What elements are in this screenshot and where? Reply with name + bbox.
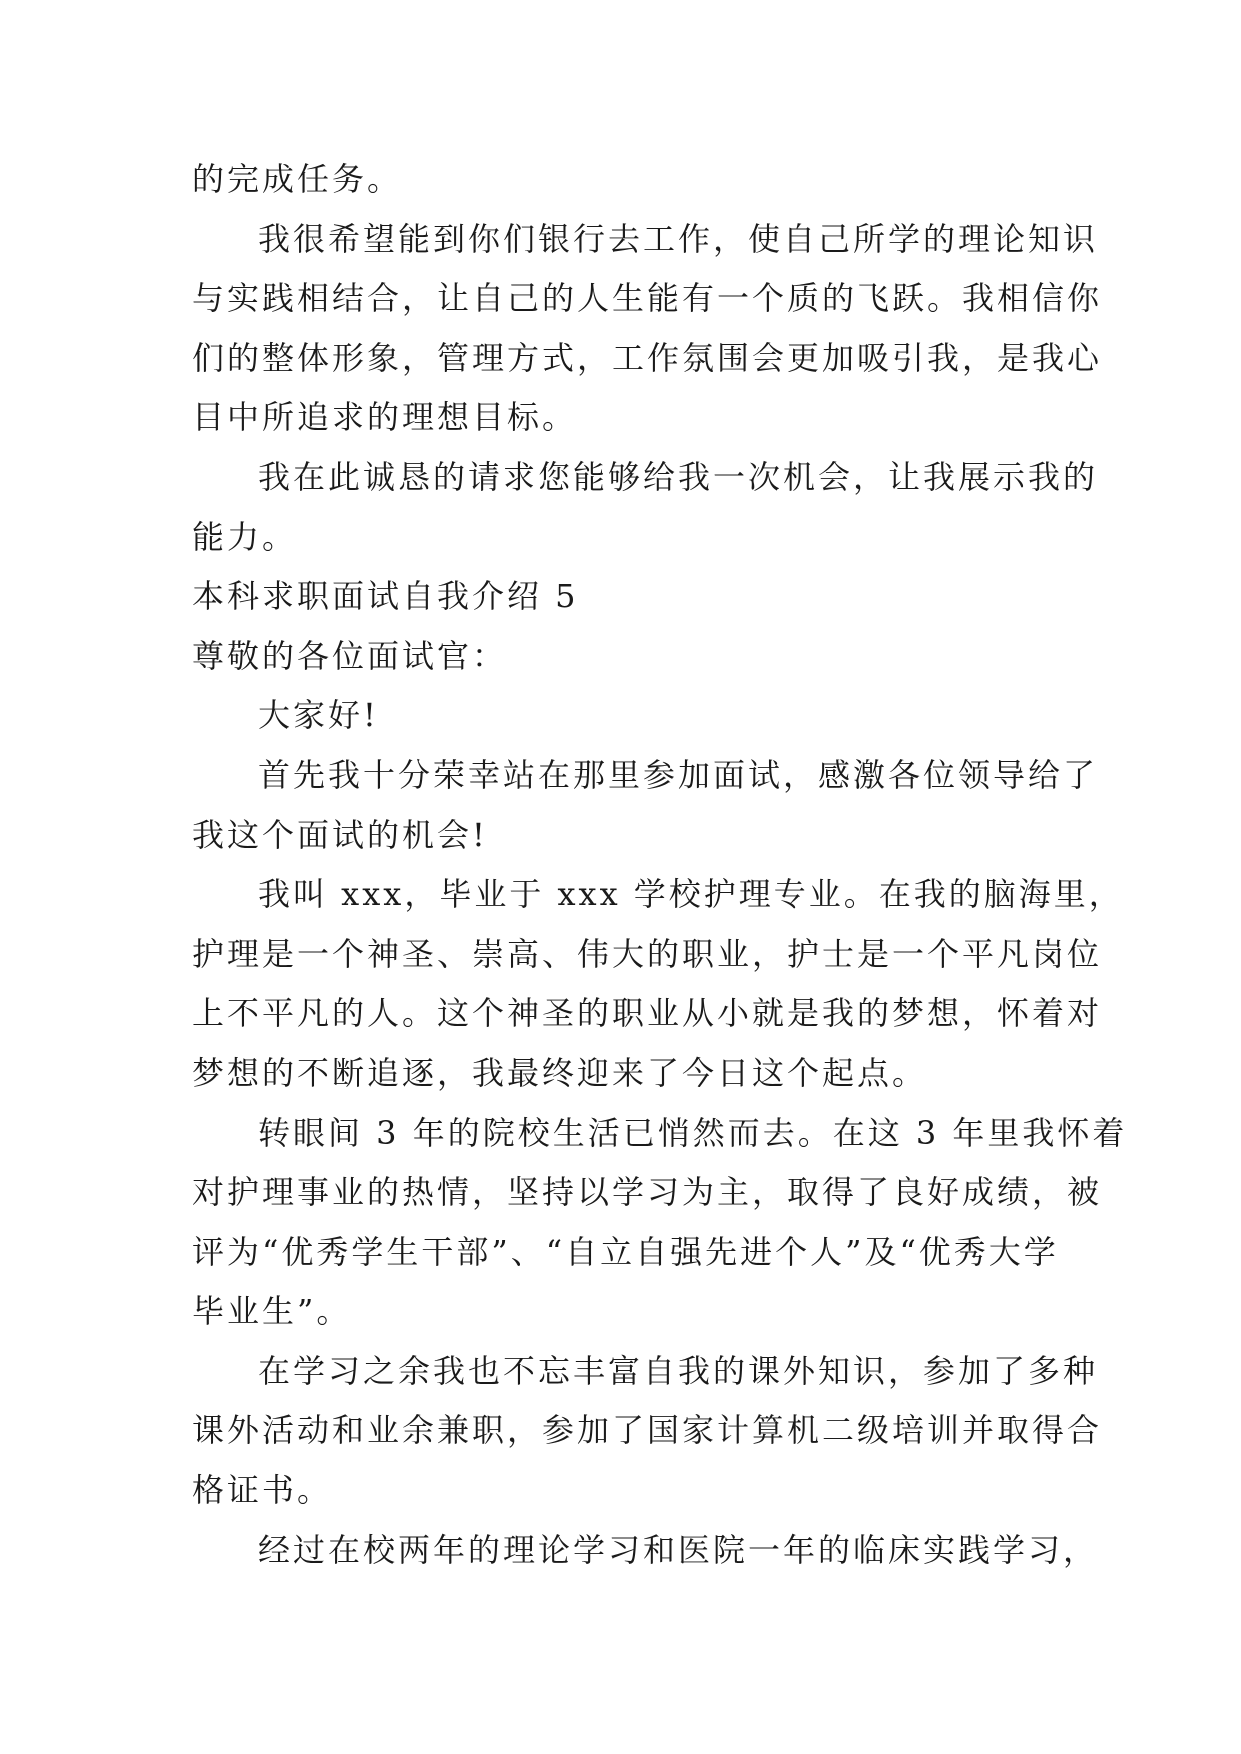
paragraph-line: 毕业生”。 (192, 1292, 352, 1331)
paragraph-line: 上不平凡的人。这个神圣的职业从小就是我的梦想，怀着对 (192, 994, 1103, 1033)
paragraph-line: 能力。 (192, 517, 298, 556)
paragraph-line: 我这个面试的机会! (192, 815, 488, 854)
paragraph-line: 的完成任务。 (192, 160, 403, 198)
paragraph-line: 护理是一个神圣、崇高、伟大的职业，护士是一个平凡岗位 (192, 934, 1103, 973)
paragraph-line: 在学习之余我也不忘丰富自我的课外知识，参加了多种 (258, 1351, 1099, 1390)
greeting: 大家好! (258, 696, 379, 735)
paragraph-line: 格证书。 (192, 1471, 333, 1510)
document-body (192, 150, 1128, 1580)
section-heading: 本科求职面试自我介绍 5 (192, 577, 579, 616)
paragraph-line: 梦想的不断追逐，我最终迎来了今日这个起点。 (192, 1053, 928, 1092)
paragraph-line: 我在此诚恳的请求您能够给我一次机会，让我展示我的 (258, 457, 1099, 496)
paragraph-line: 们的整体形象，管理方式，工作氛围会更加吸引我，是我心 (192, 338, 1103, 377)
paragraph-line: 转眼间 3 年的院校生活已悄然而去。在这 3 年里我怀着 (258, 1113, 1128, 1152)
paragraph-line: 我很希望能到你们银行去工作，使自己所学的理论知识 (258, 219, 1099, 258)
paragraph-line: 课外活动和业余兼职，参加了国家计算机二级培训并取得合 (192, 1411, 1103, 1450)
paragraph-line: 首先我十分荣幸站在那里参加面试，感激各位领导给了 (258, 755, 1099, 794)
paragraph-line: 经过在校两年的理论学习和医院一年的临床实践学习， (258, 1530, 1099, 1569)
salutation: 尊敬的各位面试官： (192, 636, 508, 675)
paragraph-line: 与实践相结合，让自己的人生能有一个质的飞跃。我相信你 (192, 279, 1103, 318)
paragraph-line: 评为“优秀学生干部”、“自立自强先进个人”及“优秀大学 (192, 1232, 1059, 1271)
paragraph-line: 目中所追求的理想目标。 (192, 398, 578, 437)
paragraph-line: 我叫 xxx，毕业于 xxx 学校护理专业。在我的脑海里， (258, 875, 1124, 914)
paragraph-line: 对护理事业的热情，坚持以学习为主，取得了良好成绩，被 (192, 1173, 1103, 1212)
